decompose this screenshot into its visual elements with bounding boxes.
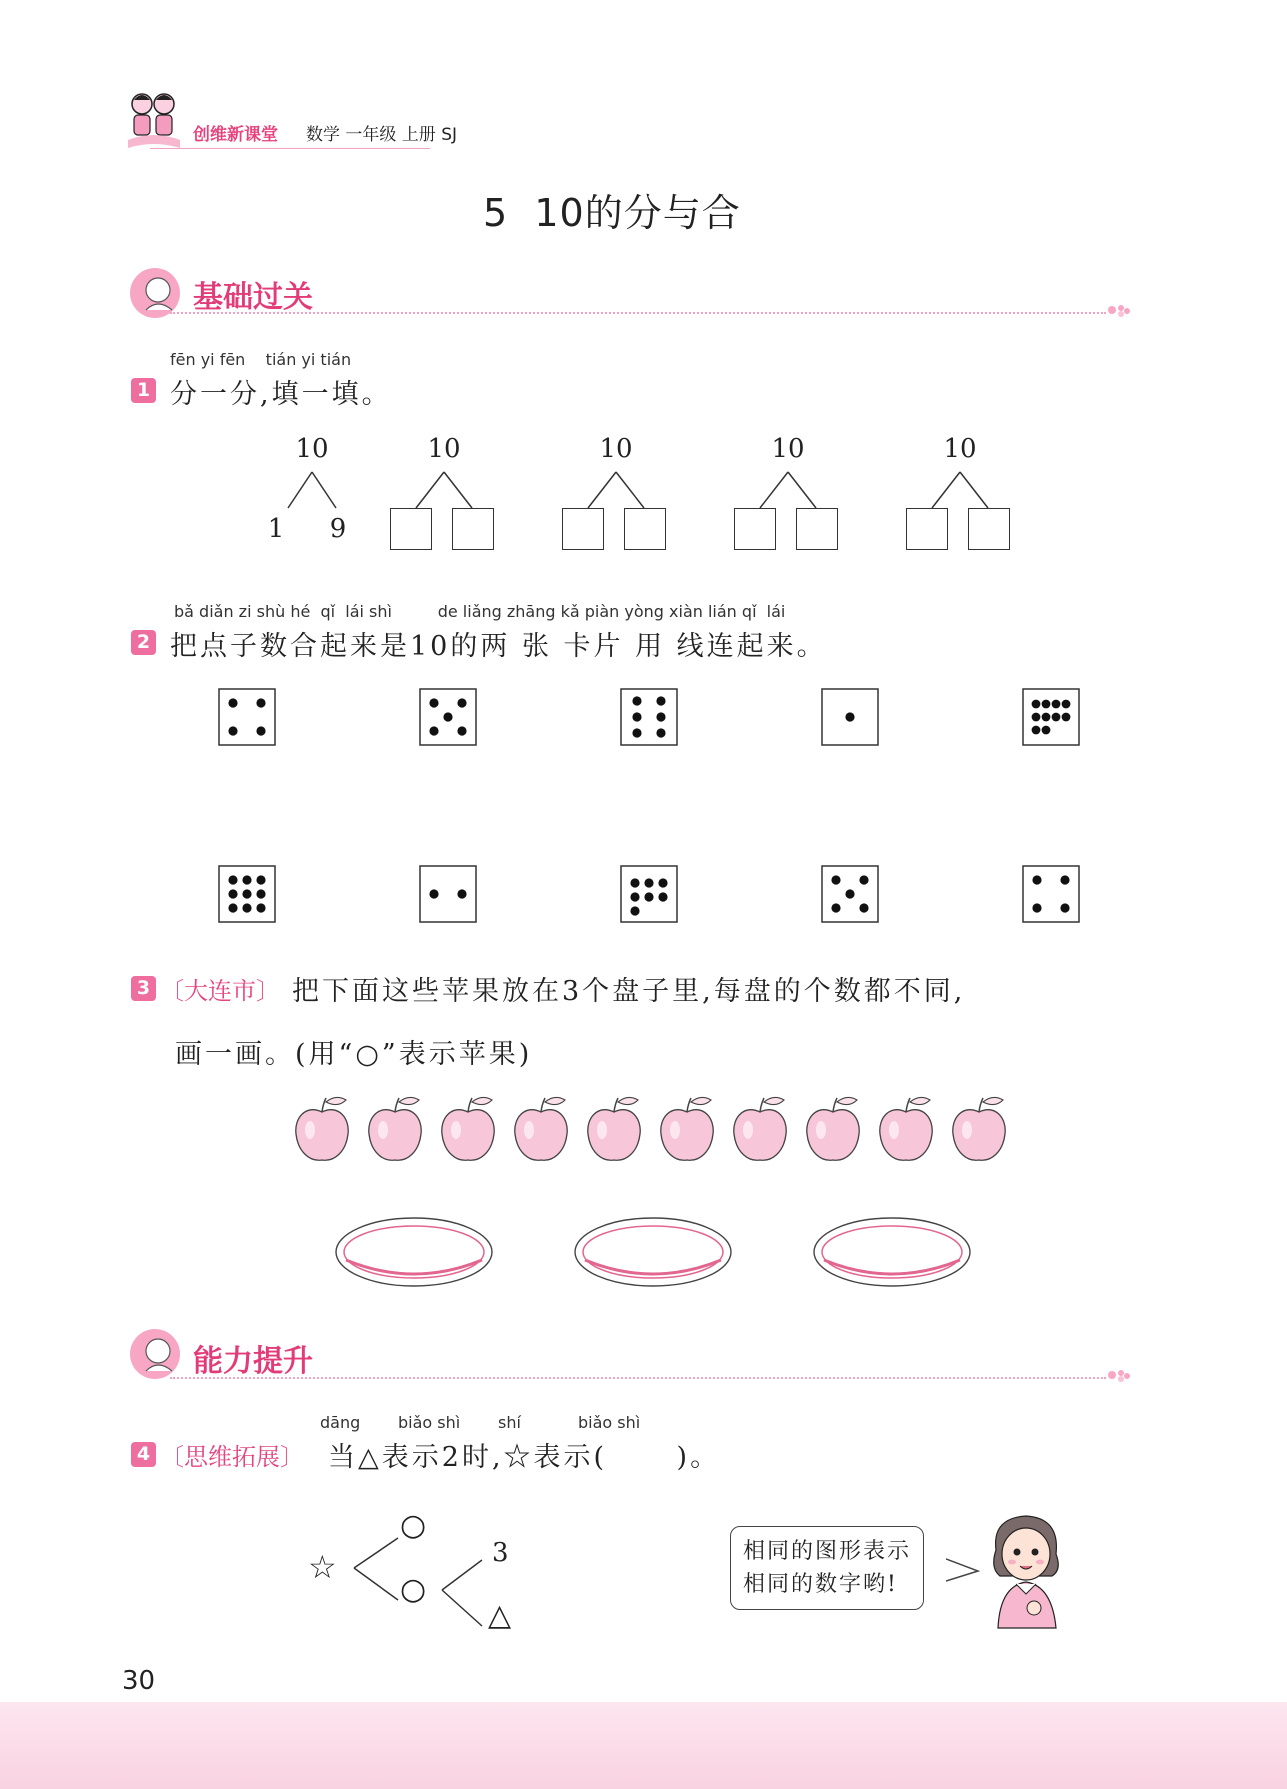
q3-source-tag: 〔大连市〕 <box>160 977 280 1005</box>
q1-tree-2 <box>384 434 504 554</box>
apple-icon <box>588 1097 640 1160</box>
divider-dots-icon <box>1106 1367 1130 1387</box>
answer-box-right[interactable] <box>452 508 494 550</box>
q4-diagram <box>300 1508 540 1636</box>
q4-pinyin-dang: dāng <box>320 1413 361 1432</box>
hint-line-1: 相同的图形表示 <box>743 1539 912 1564</box>
section-title-basic: 基础过关 <box>193 280 313 315</box>
q4-pinyin-shi: shí <box>498 1413 521 1432</box>
brand-name: 创维新课堂 <box>193 125 278 145</box>
tree-top-number: 10 <box>943 434 977 464</box>
q1-tree-3 <box>556 434 676 554</box>
plate-icon <box>336 1218 492 1286</box>
bubble-tail <box>946 1555 986 1585</box>
section-divider-advanced <box>170 1377 1106 1379</box>
apple-icon <box>296 1097 348 1160</box>
apple-icon <box>369 1097 421 1160</box>
dot-card-2[interactable] <box>419 688 477 750</box>
apple-icon <box>442 1097 494 1160</box>
diagram-number: 3 <box>492 1538 509 1568</box>
plates-row <box>330 1212 980 1290</box>
tree-right-number: 9 <box>329 514 347 544</box>
section-icon-advanced <box>128 1327 182 1381</box>
dice-row-top <box>0 688 1287 748</box>
apple-icon <box>807 1097 859 1160</box>
tree-top-number: 10 <box>295 434 329 464</box>
answer-box-left[interactable] <box>390 508 432 550</box>
hint-speech-bubble <box>730 1526 924 1610</box>
header-mascot <box>124 88 184 154</box>
answer-box-left[interactable] <box>906 508 948 550</box>
apple-icon <box>515 1097 567 1160</box>
apple-icon <box>880 1097 932 1160</box>
q4-pinyin-biaoshi-2: biǎo shì <box>578 1413 641 1432</box>
triangle-icon: △ <box>488 1598 512 1633</box>
q1-tree-5 <box>900 434 1020 554</box>
answer-box-right[interactable] <box>624 508 666 550</box>
dot-card-8[interactable] <box>620 865 678 927</box>
answer-box-left[interactable] <box>734 508 776 550</box>
girl-mascot-icon <box>982 1510 1072 1630</box>
page-number: 30 <box>122 1666 156 1696</box>
q2-text: 把点子数合起来是10的两 张 卡片 用 线连起来。 <box>170 631 827 662</box>
dot-card-5[interactable] <box>1022 688 1080 750</box>
q1-number-badge: 1 <box>131 378 156 403</box>
answer-box-right[interactable] <box>968 508 1010 550</box>
dot-card-1[interactable] <box>218 688 276 750</box>
q1-pinyin: fēn yi fēn tián yi tián <box>170 350 352 369</box>
dot-card-6[interactable] <box>218 865 276 927</box>
footer-band <box>0 1702 1287 1789</box>
tree-top-number: 10 <box>427 434 461 464</box>
tree-top-number: 10 <box>599 434 633 464</box>
dot-card-7[interactable] <box>419 865 477 927</box>
q3-text-line1: 把下面这些苹果放在3个盘子里,每盘的个数都不同, <box>292 976 966 1007</box>
dot-card-4[interactable] <box>821 688 879 750</box>
apple-icon <box>953 1097 1005 1160</box>
apple-icon <box>734 1097 786 1160</box>
plate-icon <box>814 1218 970 1286</box>
q2-number-badge: 2 <box>131 630 156 655</box>
q4-pinyin-biaoshi-1: biǎo shì <box>398 1413 461 1432</box>
tree-top-number: 10 <box>771 434 805 464</box>
q4-number-badge: 4 <box>131 1442 156 1467</box>
dice-row-bottom <box>0 865 1287 925</box>
q1-text: 分一分,填一填。 <box>170 379 392 410</box>
q4-category-tag: 〔思维拓展〕 <box>160 1443 304 1471</box>
q1-tree-4 <box>728 434 848 554</box>
page-title: 5 10的分与合 <box>483 191 741 235</box>
section-title-advanced: 能力提升 <box>193 1344 313 1379</box>
q4-text: 当△表示2时,☆表示( )。 <box>328 1442 721 1473</box>
star-icon: ☆ <box>308 1548 337 1586</box>
dot-card-10[interactable] <box>1022 865 1080 927</box>
q3-text-line2: 画一画。(用“○”表示苹果) <box>175 1039 533 1070</box>
section-divider-basic <box>170 312 1106 314</box>
q2-pinyin: bǎ diǎn zi shù hé qǐ lái shì de liǎng zhāng kǎ piàn yòng xiàn lián qǐ lái <box>174 602 786 621</box>
answer-box-right[interactable] <box>796 508 838 550</box>
apple-icon <box>661 1097 713 1160</box>
tree-left-number: 1 <box>267 514 285 544</box>
q1-tree-1 <box>252 434 372 554</box>
subject-info: 数学 一年级 上册 SJ <box>306 125 458 145</box>
header-underline <box>150 148 430 149</box>
hint-line-2: 相同的数字哟! <box>743 1572 898 1597</box>
apples-row <box>290 1092 1020 1164</box>
plate-icon <box>575 1218 731 1286</box>
divider-dots-icon <box>1106 302 1130 322</box>
dot-card-9[interactable] <box>821 865 879 927</box>
circle-upper-icon: ○ <box>400 1508 427 1543</box>
circle-middle-icon: ○ <box>400 1572 427 1607</box>
q3-number-badge: 3 <box>131 976 156 1001</box>
dot-card-3[interactable] <box>620 688 678 750</box>
answer-box-left[interactable] <box>562 508 604 550</box>
